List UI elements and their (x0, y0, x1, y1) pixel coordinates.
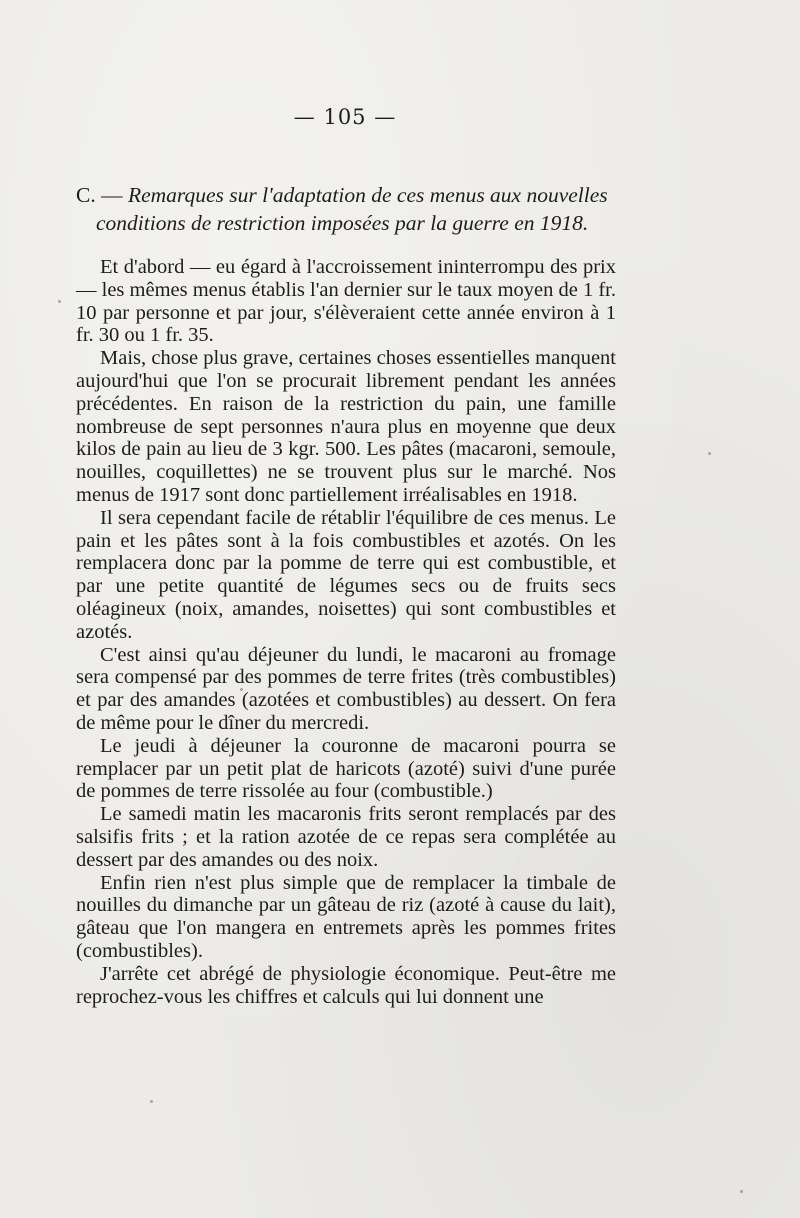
paragraph: Enfin rien n'est plus simple que de remplacer la timbale de nouilles du dimanche par un gâteau de riz (azoté à cause du lait), gâteau que l'on mangera en entremets après les pommes frites (combustibles). (76, 871, 616, 962)
page-number: — 105 — (293, 105, 397, 129)
paper-speck (58, 300, 61, 303)
section-title-line-1: Remarques sur l'adaptation de ces menus aux nouvelles (127, 183, 608, 207)
paragraph: Il sera cependant facile de rétablir l'équilibre de ces menus. Le pain et les pâtes sont à la fois combustibles et azotés. On les remplacera donc par la pomme de terre qui est combustible, et par une petite quantité de légumes secs ou de fruits secs oléagineux (noix, amandes, noisettes) qui sont combustibles et azotés. (76, 506, 616, 643)
paper-speck (150, 1100, 153, 1103)
section-title-line-2: conditions de restriction imposées par la guerre en 1918. (96, 211, 589, 235)
paragraph: C'est ainsi qu'au déjeuner du lundi, le macaroni au fromage sera compensé par des pommes de terre frites (très combustibles) et par des amandes (azotées et combustibles) au dessert. On fera de même pour le dîner du mercredi. (76, 643, 616, 734)
paragraph: Le samedi matin les macaronis frits seront remplacés par des salsifis frits ; et la ration azotée de ce repas sera complétée au dessert par des amandes ou des noix. (76, 803, 616, 871)
paragraph: J'arrête cet abrégé de physiologie économique. Peut-être me reprochez-vous les chiffres et calculs qui lui donnent une (76, 962, 616, 1008)
paragraph: Mais, chose plus grave, certaines choses essentielles manquent aujourd'hui que l'on se procurait librement pendant les années précédentes. En raison de la restriction du pain, une famille nombreuse de sept personnes n'aura plus en moyenne que deux kilos de pain au lieu de 3 kgr. 500. Les pâtes (macaroni, semoule, nouilles, coquillettes) ne se trouvent plus sur le marché. Nos menus de 1917 sont donc partiellement irréalisables en 1918. (76, 347, 616, 506)
paragraph: Et d'abord — eu égard à l'accroissement ininterrompu des prix — les mêmes menus établis l'an dernier sur le taux moyen de 1 fr. 10 par personne et par jour, s'élèveraient cette année environ à 1 fr. 30 ou 1 fr. 35. (76, 256, 616, 347)
paper-speck (240, 688, 243, 691)
section-heading (76, 181, 616, 237)
paragraph: Le jeudi à déjeuner la couronne de macaroni pourra se remplacer par un petit plat de haricots (azoté) suivi d'une purée de pommes de terre rissolée au four (combustible.) (76, 734, 616, 803)
paper-speck (708, 452, 711, 455)
section-label: C. — (76, 183, 123, 207)
body-text (76, 256, 616, 1008)
paper-speck (740, 1190, 743, 1193)
